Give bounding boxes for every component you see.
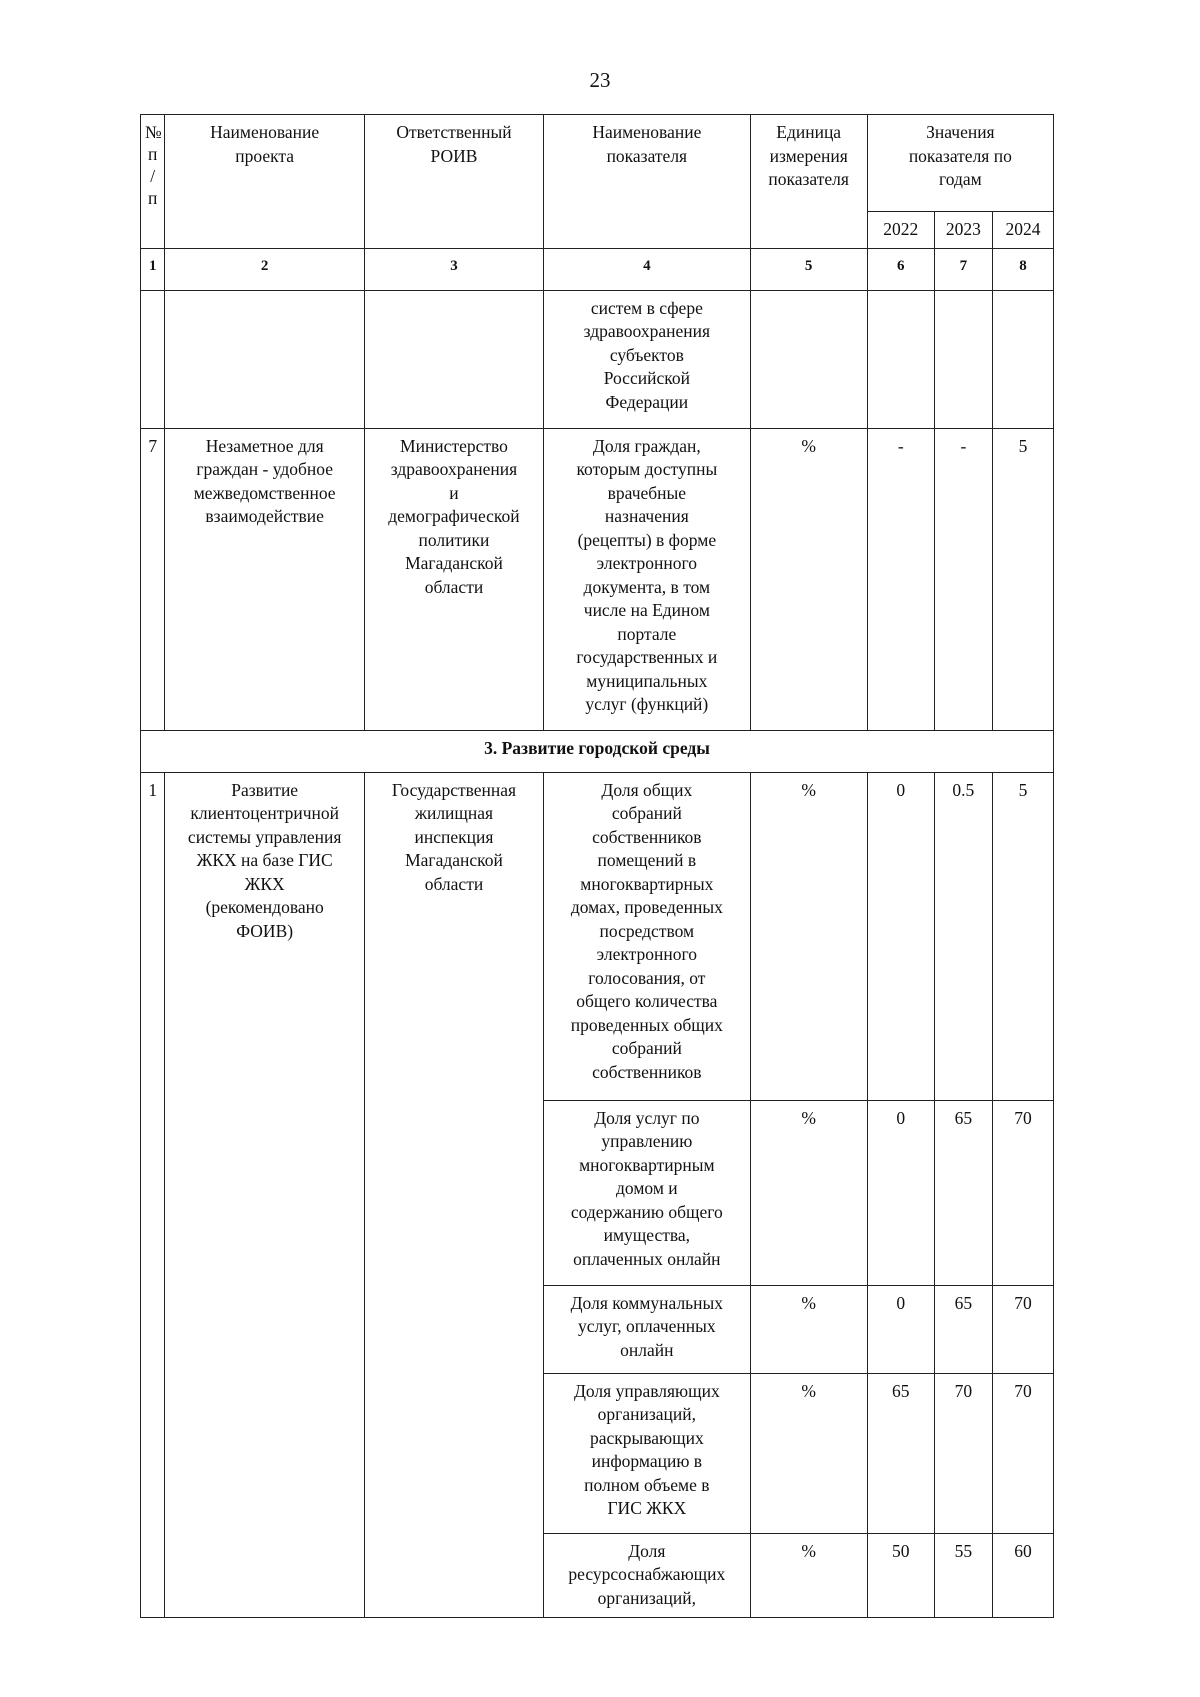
unit-cell: % [750, 428, 867, 730]
value-2022: 0 [867, 1100, 934, 1285]
column-number: 2 [165, 248, 364, 290]
indicator-cell: систем в сфере здравоохранения субъектов Российской Федерации [544, 290, 751, 428]
header-unit: Единица измерения показателя [750, 115, 867, 249]
column-number: 8 [992, 248, 1053, 290]
header-year-2022: 2022 [867, 212, 934, 249]
value-2022: 0 [867, 1285, 934, 1373]
value-2022: 50 [867, 1533, 934, 1617]
header-project: Наименование проекта [165, 115, 364, 249]
value-2024: 60 [992, 1533, 1053, 1617]
continuation-row [141, 290, 1054, 428]
page-number: 23 [589, 68, 611, 92]
column-number: 6 [867, 248, 934, 290]
indicator-cell: Доля коммунальных услуг, оплаченных онлайн [544, 1285, 751, 1373]
unit-cell: % [750, 1373, 867, 1533]
project-cell: Развитие клиентоцентричной системы управления ЖКХ на базе ГИС ЖКХ (рекомендовано ФОИВ) [165, 772, 364, 1617]
value-2024: 70 [992, 1285, 1053, 1373]
value-2022: 65 [867, 1373, 934, 1533]
header-year-2023: 2023 [934, 212, 992, 249]
indicator-cell: Доля граждан, которым доступны врачебные назначения (рецепты) в форме электронного документа, в том числе на Едином портале государственных и муниципальных услуг (функций) [544, 428, 751, 730]
roiv-cell: Государственная жилищная инспекция Магаданской области [364, 772, 543, 1617]
empty-cell [867, 290, 934, 428]
column-number: 4 [544, 248, 751, 290]
table-row [141, 772, 1054, 1100]
indicator-cell: Доля услуг по управлению многоквартирным домом и содержанию общего имущества, оплаченных онлайн [544, 1100, 751, 1285]
value-2023: 70 [934, 1373, 992, 1533]
value-2024: 5 [992, 772, 1053, 1100]
column-number: 1 [141, 248, 165, 290]
indicator-cell: Доля управляющих организаций, раскрывающих информацию в полном объеме в ГИС ЖКХ [544, 1373, 751, 1533]
value-2024: 5 [992, 428, 1053, 730]
empty-cell [750, 290, 867, 428]
roiv-cell: Министерство здравоохранения и демографической политики Магаданской области [364, 428, 543, 730]
value-2023: 55 [934, 1533, 992, 1617]
column-number: 7 [934, 248, 992, 290]
value-2022: 0 [867, 772, 934, 1100]
unit-cell: % [750, 1533, 867, 1617]
value-2023: 65 [934, 1285, 992, 1373]
empty-cell [364, 290, 543, 428]
header-year-2024: 2024 [992, 212, 1053, 249]
indicator-cell: Доля общих собраний собственников помещений в многоквартирных домах, проведенных посредством электронного голосования, от общего количества проведенных общих собраний собственников [544, 772, 751, 1100]
header-indicator: Наименование показателя [544, 115, 751, 249]
header-values: Значения показателя по годам [867, 115, 1053, 212]
project-cell: Незаметное для граждан - удобное межведомственное взаимодействие [165, 428, 364, 730]
value-2024: 70 [992, 1373, 1053, 1533]
table-row [141, 428, 1054, 730]
header-num: № п / п [141, 115, 165, 249]
value-2022: - [867, 428, 934, 730]
indicators-table [140, 114, 1054, 1618]
row-number: 7 [141, 428, 165, 730]
header-roiv: Ответственный РОИВ [364, 115, 543, 249]
empty-cell [165, 290, 364, 428]
section-row [141, 730, 1054, 772]
value-2024: 70 [992, 1100, 1053, 1285]
indicator-cell: Доля ресурсоснабжающих организаций, [544, 1533, 751, 1617]
header-row [141, 115, 1054, 212]
row-number: 1 [141, 772, 165, 1617]
unit-cell: % [750, 1285, 867, 1373]
empty-cell [934, 290, 992, 428]
empty-cell [141, 290, 165, 428]
value-2023: - [934, 428, 992, 730]
unit-cell: % [750, 772, 867, 1100]
column-numbers-row [141, 248, 1054, 290]
value-2023: 65 [934, 1100, 992, 1285]
section-title: 3. Развитие городской среды [141, 730, 1054, 772]
empty-cell [992, 290, 1053, 428]
value-2023: 0.5 [934, 772, 992, 1100]
unit-cell: % [750, 1100, 867, 1285]
column-number: 5 [750, 248, 867, 290]
column-number: 3 [364, 248, 543, 290]
